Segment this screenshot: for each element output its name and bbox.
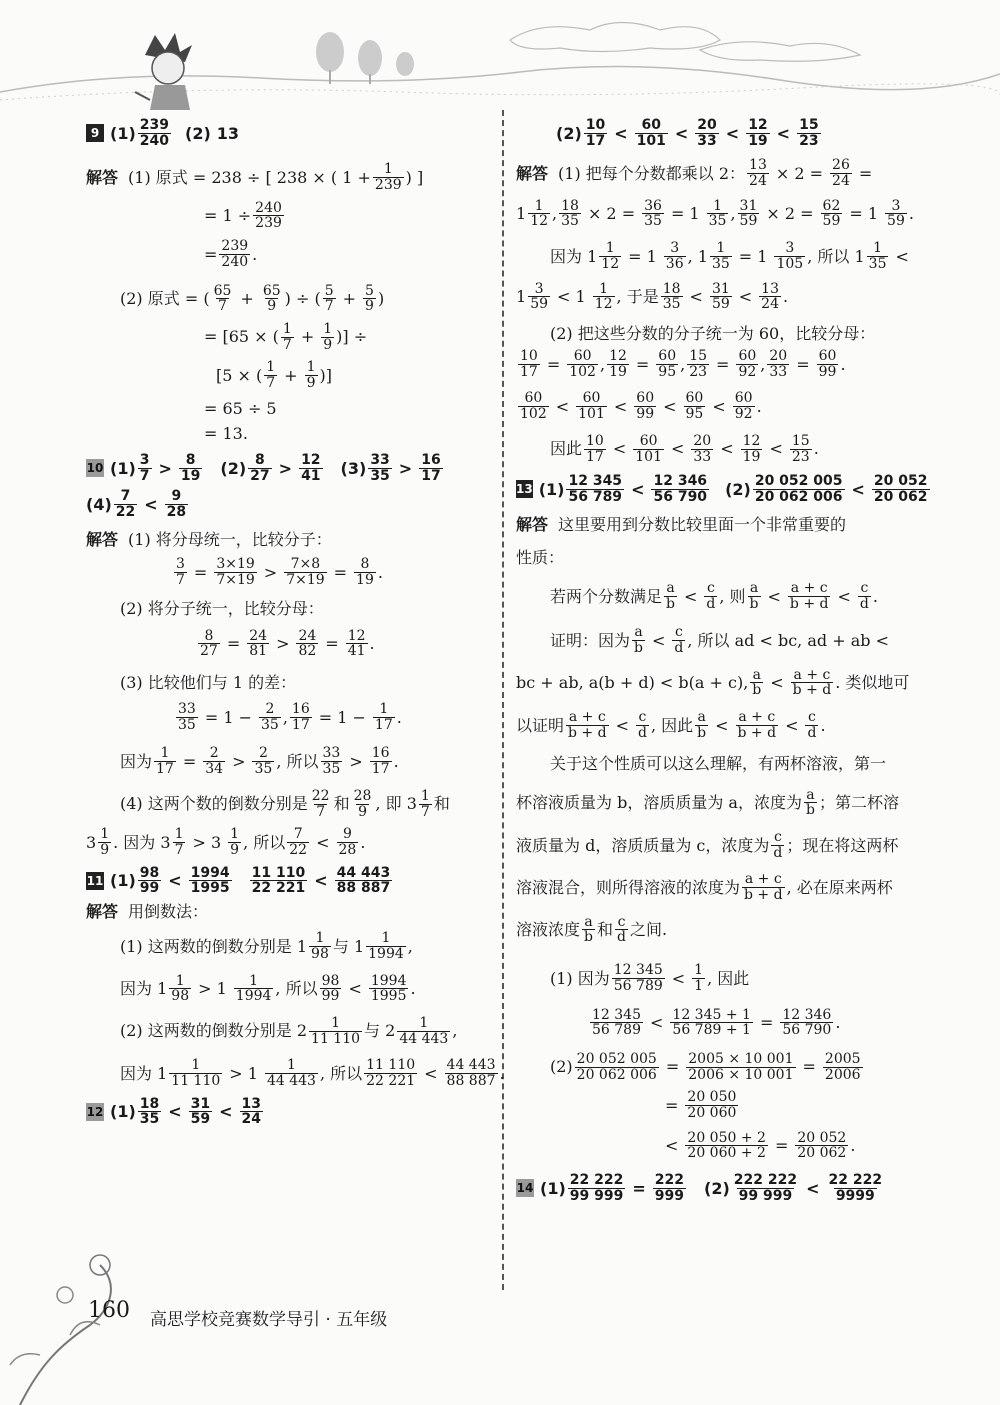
problem-12-answer: 12 (1) $\frac{18}{35}$ < $\frac{31}{59}$ < $\frac{13}{24}$: [86, 1095, 262, 1128]
solution-line: (2) 将分子统一，比较分母：: [120, 599, 324, 619]
solution-line: (2) 这两数的倒数分别是 2 $\frac{1}{11 110}$ 与 2 $\frac{1}{44 443}$ ,: [120, 1014, 458, 1047]
problem-13-answer: 13 (1) $\frac{12 345}{56 789}$ < $\frac{12 346}{56 790}$ (2) $\frac{20 052 005}{20 062 006}$ < $\frac{20 052}{20 062}$: [516, 473, 928, 505]
solution-line: 液质量为 d，溶质质量为 c，浓度为 $\frac{c}{d}$ ；现在将这两杯: [516, 829, 899, 861]
solution-line: (2) 原式 = ( $\frac{65}{7}$ + $\frac{65}{9}$ ) ÷ ( $\frac{5}{7}$ + $\frac{5}{9}$ ): [120, 282, 385, 315]
solution-line: = 1 ÷ $\frac{240}{239}$: [204, 199, 282, 232]
solution-line: (3) 比较他们与 1 的差：: [120, 672, 297, 692]
left-column: [86, 117, 505, 1128]
solution-line: 以证明 $\frac{a + c}{b + d}$ < $\frac{c}{d}$ , 因此 $\frac{a}{b}$ < $\frac{a + c}{b + d}$ < $\frac{c}{d}$ .: [516, 709, 826, 741]
problem-9-number: 9: [86, 124, 104, 142]
column-divider: [502, 110, 504, 1290]
problem-10-number: 10: [86, 461, 104, 476]
problem-9-answer: 9 (1) $\frac{239}{240}$ (2) 13: [86, 118, 486, 148]
problem-12-number: 12: [86, 1104, 104, 1119]
solution-line: 溶液浓度 $\frac{a}{b}$ 和 $\frac{c}{d}$ 之间.: [516, 913, 668, 946]
page-number: 160: [88, 1298, 130, 1323]
solution-line: 因为 $\frac{1}{17}$ = $\frac{2}{34}$ > $\frac{2}{35}$ , 所以 $\frac{33}{35}$ > $\frac{16}{17}$ .: [120, 745, 399, 778]
header-landscape-illustration: [0, 0, 1000, 120]
problem-14-answer: 14 (1) $\frac{22 222}{99 999}$ = $\frac{222}{999}$ (2) $\frac{222 222}{99 999}$ < $\frac{22 222}{9999}$: [516, 1172, 883, 1204]
solution-line: = 65 ÷ 5: [204, 398, 277, 418]
solution-line: 解答 这里要用到分数比较里面一个非常重要的: [516, 514, 847, 534]
solution-line: 解答 (1) 把每个分数都乘以 2： $\frac{13}{24}$ × 2 = $\frac{26}{24}$ =: [516, 157, 873, 190]
solution-line: (1) 因为 $\frac{12 345}{56 789}$ < $\frac{1}{1}$ , 因此: [550, 962, 750, 994]
book-title: 高思学校竞赛数学导引 · 五年级: [150, 1310, 388, 1330]
solution-line: < $\frac{20 050 + 2}{20 060 + 2}$ = $\frac{20 052}{20 062}$ .: [665, 1129, 856, 1162]
solution-line: = [65 × ( $\frac{1}{7}$ + $\frac{1}{9}$ )] ÷: [204, 320, 368, 353]
solution-line: 因为 1 $\frac{1}{12}$ = 1 $\frac{3}{36}$ , 1 $\frac{1}{35}$ = 1 $\frac{3}{105}$ , 所以 1 $\frac{1}{35}$ <: [550, 240, 909, 272]
solution-line: $\frac{33}{35}$ = 1 − $\frac{2}{35}$ , $\frac{16}{17}$ = 1 − $\frac{1}{17}$ .: [178, 701, 402, 733]
problem-11-answer: 11 (1) $\frac{98}{99}$ < $\frac{1994}{1995}$ $\frac{11 110}{22 221}$ < $\frac{44 443}{88 887}$: [86, 864, 391, 897]
solution-line: $\frac{60}{102}$ < $\frac{60}{101}$ < $\frac{60}{99}$ < $\frac{60}{95}$ < $\frac{60}{92}$ .: [520, 390, 762, 423]
solution-line: (2) $\frac{20 052 005}{20 062 006}$ = $\frac{2005 \times 10 001}{2006 \times 10 001}$ = $\frac{2005}{2006}$: [550, 1050, 861, 1083]
problem-13-number: 13: [516, 482, 533, 497]
solution-line: 因此 $\frac{10}{17}$ < $\frac{60}{101}$ < $\frac{20}{33}$ < $\frac{12}{19}$ < $\frac{15}{23}$ .: [550, 432, 819, 465]
solution-line: 因为 1 $\frac{1}{11 110}$ > 1 $\frac{1}{44 443}$ , 所以 $\frac{11 110}{22 221}$ < $\frac{44 443}{88 887}$ .: [120, 1057, 505, 1089]
solution-line: [5 × ( $\frac{1}{7}$ + $\frac{1}{9}$ )]: [216, 359, 332, 391]
problem-14-number: 14: [516, 1181, 534, 1196]
solution-line: (4) 这两个数的倒数分别是 $\frac{22}{7}$ 和 $\frac{28}{9}$ , 即 3 $\frac{1}{7}$ 和: [120, 787, 450, 820]
fraction: $\frac{239}{240}$: [139, 117, 169, 149]
solution-line: 解答 (1) 将分母统一，比较分子：: [86, 529, 332, 549]
solution-line: = $\frac{239}{240}$ .: [204, 238, 258, 270]
solution-line: $\frac{10}{17}$ = $\frac{60}{102}$ , $\frac{12}{19}$ = $\frac{60}{95}$ , $\frac{15}{23}$ = $\frac{60}{92}$ , $\frac{20}{33}$ = $\frac{60}{99}$ .: [520, 348, 846, 380]
solution-line: $\frac{8}{27}$ = $\frac{24}{81}$ > $\frac{24}{82}$ = $\frac{12}{41}$ .: [200, 627, 375, 660]
problem-12-answer-2: (2) $\frac{10}{17}$ < $\frac{60}{101}$ < $\frac{20}{33}$ < $\frac{12}{19}$ < $\frac{15}{23}$: [556, 117, 819, 149]
solution-line: 性质：: [516, 547, 565, 567]
solution-line: (1) 这两数的倒数分别是 1 $\frac{1}{98}$ 与 1 $\frac{1}{1994}$ ,: [120, 930, 413, 962]
right-column: [516, 117, 928, 1204]
solution-line: 1 $\frac{3}{59}$ < 1 $\frac{1}{12}$ , 于是 $\frac{18}{35}$ < $\frac{31}{59}$ < $\frac{13}{24}$ .: [516, 280, 789, 313]
solution-line: bc + ab, a(b + d) < b(a + c), $\frac{a}{b}$ < $\frac{a + c}{b + d}$ . 类似地可: [516, 666, 910, 699]
solution-line: = 13.: [204, 423, 248, 443]
solution-line: 因为 1 $\frac{1}{98}$ > 1 $\frac{1}{1994}$ , 所以 $\frac{98}{99}$ < $\frac{1994}{1995}$ .: [120, 972, 416, 1005]
solution-line: 关于这个性质可以这么理解，有两杯溶液，第一: [550, 754, 887, 774]
solution-line: (2) 把这些分数的分子统一为 60，比较分母：: [550, 323, 876, 343]
problem-10-answer-4: (4) $\frac{7}{22}$ < $\frac{9}{28}$: [86, 488, 187, 521]
problem-10-answer: 10 (1) $\frac{3}{7}$ > $\frac{8}{19}$ (2) $\frac{8}{27}$ > $\frac{12}{41}$ (3) $\frac{33}{35}$ > $\frac{16}{17}$: [86, 452, 441, 484]
solution-line: 1 $\frac{1}{12}$ , $\frac{18}{35}$ × 2 = $\frac{36}{35}$ = 1 $\frac{1}{35}$ , $\frac{31}{59}$ × 2 = $\frac{62}{59}$ = 1 $\frac{3}{59}$ .: [516, 197, 914, 230]
problem-11-number: 11: [86, 873, 104, 888]
solution-line: $\frac{12 345}{56 789}$ < $\frac{12 345 + 1}{56 789 + 1}$ = $\frac{12 346}{56 790}$ .: [592, 1006, 841, 1039]
solution-line: 溶液混合，则所得溶液的浓度为 $\frac{a + c}{b + d}$ , 必在原来两杯: [516, 871, 893, 904]
solution-line: 证明：因为 $\frac{a}{b}$ < $\frac{c}{d}$ , 所以 ad < bc, ad + ab <: [550, 624, 889, 656]
solution-line: 3 $\frac{1}{9}$ . 因为 3 $\frac{1}{7}$ > 3 $\frac{1}{9}$ , 所以 $\frac{7}{22}$ < $\frac{9}{28}$ .: [86, 826, 366, 858]
solution-line: 解答 (1) 原式 = 238 ÷ [ 238 × ( 1 + $\frac{1}{239}$ ) ]: [86, 161, 424, 194]
solution-line: 杯溶液质量为 b，溶质质量为 a，浓度为 $\frac{a}{b}$ ；第二杯溶: [516, 786, 899, 819]
boy-character-icon: [135, 33, 192, 110]
solution-line: 若两个分数满足 $\frac{a}{b}$ < $\frac{c}{d}$ , 则 $\frac{a}{b}$ < $\frac{a + c}{b + d}$ < $\frac{c}{d}$ .: [550, 579, 878, 612]
solution-line: 解答 用倒数法：: [86, 901, 209, 921]
solution-line: $\frac{3}{7}$ = $\frac{3\times 19}{7\times 19}$ > $\frac{7\times 8}{7\times 19}$ = $\frac{8}{19}$ .: [176, 555, 383, 588]
solution-line: = $\frac{20 050}{20 060}$: [665, 1089, 737, 1121]
